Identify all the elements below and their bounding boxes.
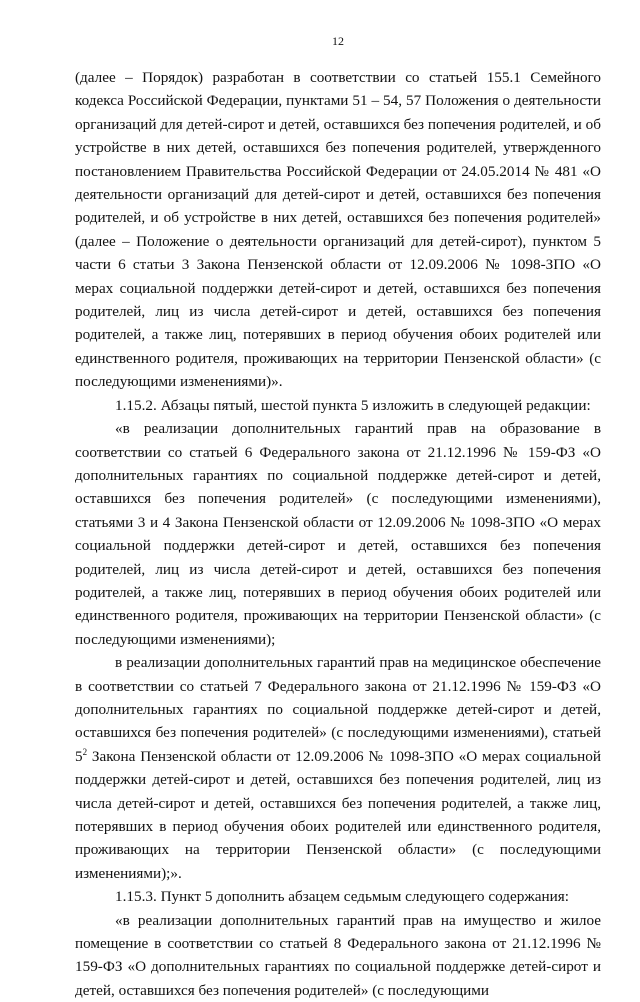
paragraph-medical-guarantees: [75, 651, 601, 885]
paragraph-item-1-15-2: 1.15.2. Абзацы пятый, шестой пункта 5 изложить в следующей редакции:: [115, 396, 591, 414]
paragraph-education-guarantees: «в реализации дополнительных гарантий прав на образование в соответствии со статьей 6 Федерального закона от 21.12.1996 № 159-ФЗ «О дополнительных гарантиях по социальной поддержке детей-сирот и детей, оставшихся без попечения родителей» (с последующими изменениями), статьями 3 и 4 Закона Пензенской области от 12.09.2006 № 1098-ЗПО «О мерах социальной поддержки детей-сирот и детей, оставшихся без попечения родителей, лиц из числа детей-сирот и детей, оставшихся без попечения родителей, а также лиц, потерявших в период обучения обоих родителей или единственного родителя, проживающих на территории Пензенской области» (с последующими изменениями);: [75, 420, 601, 648]
paragraph-property-guarantees: «в реализации дополнительных гарантий прав на имущество и жилое помещение в соответствии со статьей 8 Федерального закона от 21.12.1996 № 159-ФЗ «О дополнительных гарантиях по социальной поддержке детей-сирот и детей, оставшихся без попечения родителей» (с последующими: [75, 911, 601, 999]
page-number: 12: [332, 34, 344, 48]
medical-text-part-1: в реализации дополнительных гарантий прав на медицинское обеспечение в соответствии со статьей 7 Федерального закона от 21.12.1996 № 159-ФЗ «О дополнительных гарантиях по социальной поддержке детей-сирот и детей, оставшихся без попечения родителей» (с последующими изменениями), статьей 5: [75, 654, 601, 765]
paragraph-item-1-15-3: 1.15.3. Пункт 5 дополнить абзацем седьмым следующего содержания:: [115, 888, 569, 906]
paragraph-poryadok-basis: (далее – Порядок) разработан в соответствии со статьей 155.1 Семейного кодекса Российской Федерации, пунктами 51 – 54, 57 Положения о деятельности организаций для детей-сирот и детей, оставшихся без попечения родителей, и об устройстве в них детей, оставшихся без попечения родителей, утвержденного постановлением Правительства Российской Федерации от 24.05.2014 № 481 «О деятельности организаций для детей-сирот и детей, оставшихся без попечения родителей, и об устройстве в них детей, оставшихся без попечения родителей» (далее – Положение о деятельности организаций для детей-сирот), пунктом 5 части 6 статьи 3 Закона Пензенской области от 12.09.2006 № 1098-ЗПО «О мерах социальной поддержки детей-сирот и детей, оставшихся без попечения родителей, лиц из числа детей-сирот и детей, оставшихся без попечения родителей, а также лиц, потерявших в период обучения обоих родителей или единственного родителя, проживающих на территории Пензенской области» (с последующими изменениями)».: [75, 69, 601, 391]
article-superscript: 2: [82, 746, 88, 757]
medical-text-part-2: Закона Пензенской области от 12.09.2006 № 1098-ЗПО «О мерах социальной поддержки детей-сирот и детей, оставшихся без попечения родителей, лиц из числа детей-сирот и детей, оставшихся без попечения родителей, а также лиц, потерявших в период обучения обоих родителей или единственного родителя, проживающих на территории Пензенской области» (с последующими изменениями);».: [75, 747, 601, 882]
